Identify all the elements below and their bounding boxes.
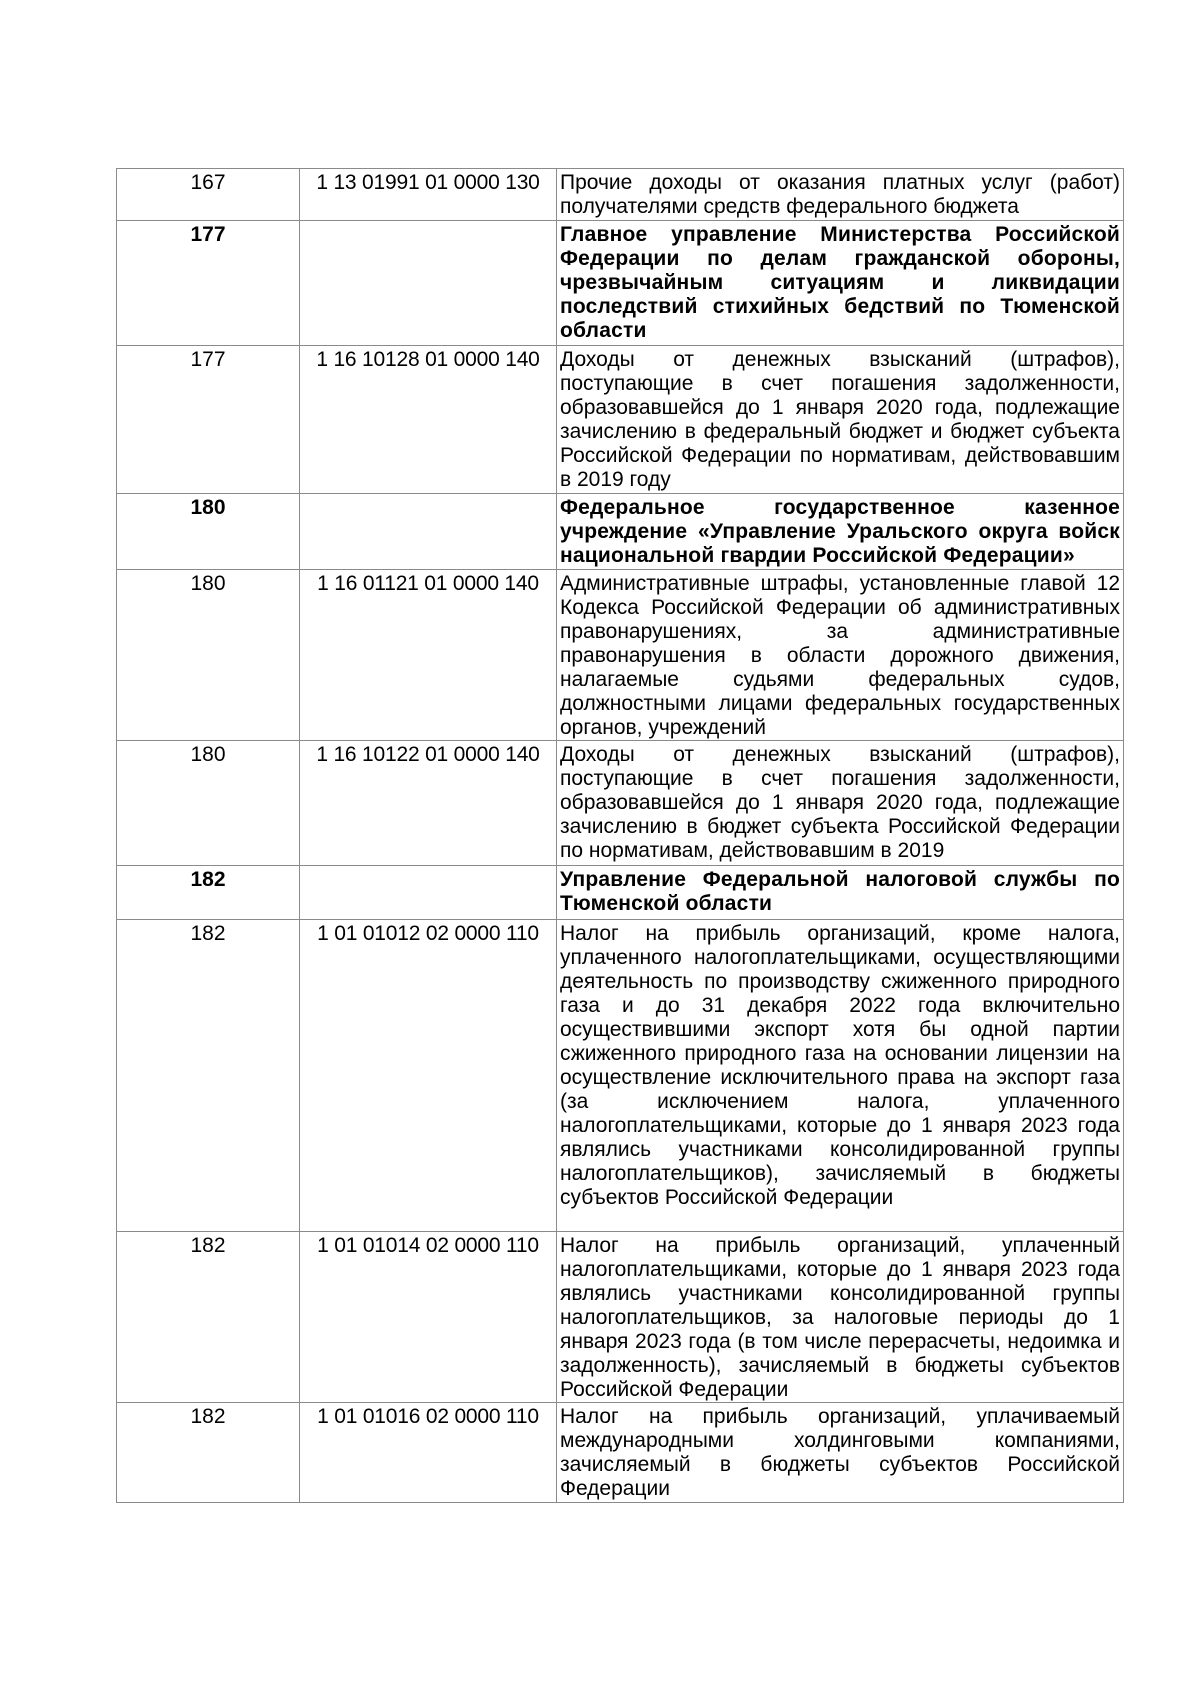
table-row [117,1403,1124,1503]
revenue-name-cell: Доходы от денежных взысканий (штрафов), поступающие в счет погашения задолженности, образовавшейся до 1 января 2020 года, подлежащие зачислению в федеральный бюджет и бюджет субъекта Российской Федерации по нормативам, действовавшим в 2019 году [557,346,1124,494]
admin-code-cell: 167 [117,169,300,221]
administrator-name-cell: Главное управление Министерства Российской Федерации по делам гражданской обороны, чрезвычайным ситуациям и ликвидации последствий стихийных бедствий по Тюменской области [557,221,1124,346]
admin-code-cell: 182 [117,920,300,1232]
admin-code-cell: 180 [117,494,300,570]
revenue-name-cell: Налог на прибыль организаций, уплачиваемый международными холдинговыми компаниями, зачисляемый в бюджеты субъектов Российской Федерации [557,1403,1124,1503]
revenue-name-cell: Налог на прибыль организаций, кроме налога, уплаченного налогоплательщиками, осуществляющими деятельность по производству сжиженного природного газа и до 31 декабря 2022 года включительно осуществившими экспорт хотя бы одной партии сжиженного природного газа на основании лицензии на осуществление исключительного права на экспорт газа (за исключением налога, уплаченного налогоплательщиками, которые до 1 января 2023 года являлись участниками консолидированной группы налогоплательщиков), зачисляемый в бюджеты субъектов Российской Федерации [557,920,1124,1232]
revenue-codes-table [116,168,1124,1503]
admin-code-cell: 180 [117,741,300,866]
budget-code-cell: 1 16 10128 01 0000 140 [300,346,557,494]
table-row [117,920,1124,1232]
table-row [117,169,1124,221]
table-row [117,346,1124,494]
admin-code-cell: 182 [117,866,300,920]
admin-code-cell: 177 [117,346,300,494]
budget-code-cell [300,866,557,920]
budget-code-cell [300,221,557,346]
table-row [117,1232,1124,1403]
table-row [117,221,1124,346]
revenue-name-cell: Административные штрафы, установленные главой 12 Кодекса Российской Федерации об административных правонарушениях, за административные правонарушения в области дорожного движения, налагаемые судьями федеральных судов, должностными лицами федеральных государственных органов, учреждений [557,570,1124,741]
budget-code-cell [300,494,557,570]
table-row [117,570,1124,741]
admin-code-cell: 177 [117,221,300,346]
budget-code-cell: 1 13 01991 01 0000 130 [300,169,557,221]
revenue-name-cell: Прочие доходы от оказания платных услуг (работ) получателями средств федерального бюджета [557,169,1124,221]
budget-code-cell: 1 16 10122 01 0000 140 [300,741,557,866]
revenue-name-cell: Доходы от денежных взысканий (штрафов), поступающие в счет погашения задолженности, образовавшейся до 1 января 2020 года, подлежащие зачислению в бюджет субъекта Российской Федерации по нормативам, действовавшим в 2019 [557,741,1124,866]
admin-code-cell: 182 [117,1232,300,1403]
budget-code-cell: 1 01 01014 02 0000 110 [300,1232,557,1403]
administrator-name-cell: Управление Федеральной налоговой службы по Тюменской области [557,866,1124,920]
revenue-name-cell: Налог на прибыль организаций, уплаченный налогоплательщиками, которые до 1 января 2023 года являлись участниками консолидированной группы налогоплательщиков, за налоговые периоды до 1 января 2023 года (в том числе перерасчеты, недоимка и задолженность), зачисляемый в бюджеты субъектов Российской Федерации [557,1232,1124,1403]
admin-code-cell: 180 [117,570,300,741]
table-row [117,494,1124,570]
admin-code-cell: 182 [117,1403,300,1503]
table-row [117,741,1124,866]
budget-code-cell: 1 01 01016 02 0000 110 [300,1403,557,1503]
table-row [117,866,1124,920]
budget-code-cell: 1 01 01012 02 0000 110 [300,920,557,1232]
budget-code-cell: 1 16 01121 01 0000 140 [300,570,557,741]
administrator-name-cell: Федеральное государственное казенное учреждение «Управление Уральского округа войск национальной гвардии Российской Федерации» [557,494,1124,570]
